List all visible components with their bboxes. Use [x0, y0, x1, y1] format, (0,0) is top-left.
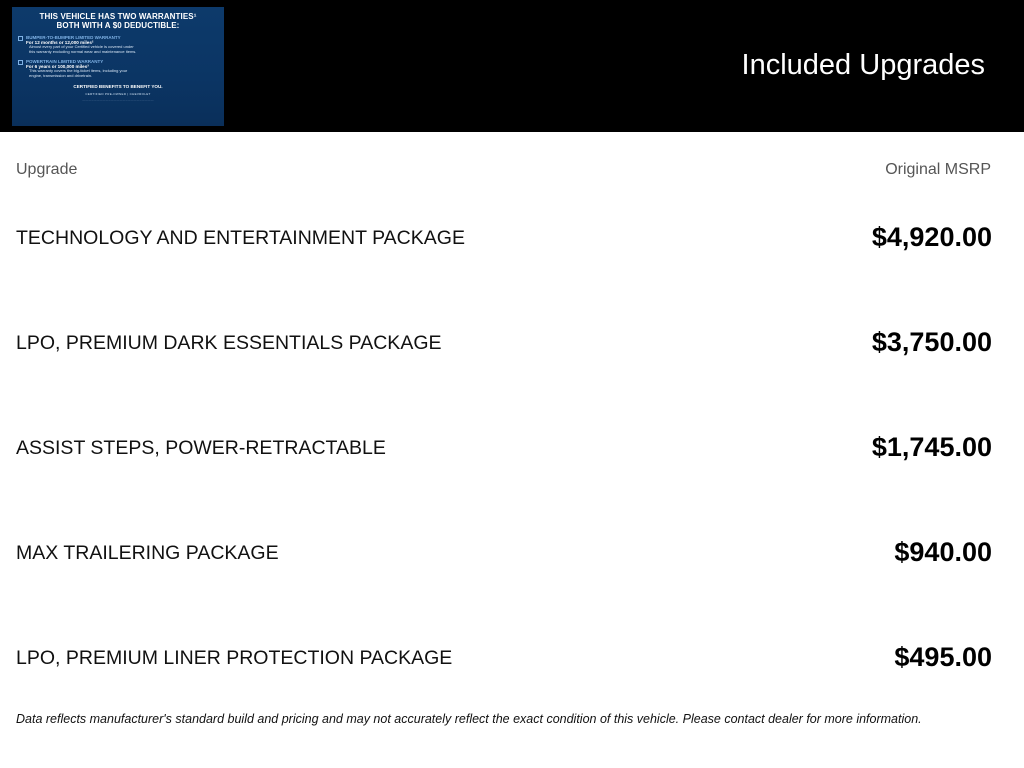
banner-fine-print: ...................................................................................................................... — [82, 100, 154, 103]
upgrade-price: $4,920.00 — [871, 222, 992, 252]
column-header-msrp: Original MSRP — [885, 161, 991, 178]
table-row — [0, 395, 1024, 500]
upgrade-name: MAX TRAILERING PACKAGE — [16, 542, 279, 564]
banner-warranty-1 — [18, 35, 218, 54]
table-row — [0, 185, 1024, 290]
page-header — [0, 0, 1024, 132]
checkbox-icon — [18, 60, 23, 65]
upgrade-price: $1,745.00 — [871, 432, 992, 462]
banner-warranty-subtitle: For 6 years or 100,000 miles³ — [26, 64, 89, 70]
upgrade-price: $940.00 — [894, 537, 992, 567]
warranty-banner-image — [12, 7, 224, 126]
upgrades-table — [0, 185, 1024, 710]
upgrade-name: ASSIST STEPS, POWER-RETRACTABLE — [16, 437, 386, 459]
banner-warranty-description: Almost every part of your Certified vehicle is covered under this warranty excluding normal wear and maintenance items. — [29, 44, 137, 54]
upgrade-price: $495.00 — [894, 642, 992, 672]
column-header-upgrade: Upgrade — [16, 161, 78, 178]
banner-warranty-2 — [18, 59, 218, 78]
banner-warranty-description: This warranty covers the big-ticket items, including your engine, transmission and drivetrain. — [29, 68, 128, 78]
disclaimer-text: Data reflects manufacturer's standard build and pricing and may not accurately reflect the exact condition of this vehicle. Please contact dealer for more information. — [16, 712, 922, 726]
banner-warranty-title: BUMPER-TO-BUMPER LIMITED WARRANTY — [26, 35, 121, 40]
upgrade-name: LPO, PREMIUM LINER PROTECTION PACKAGE — [16, 647, 453, 669]
banner-warranty-subtitle: For 12 months or 12,000 miles² — [26, 40, 94, 45]
banner-brand-logo: CERTIFIED PRE-OWNED | CHEVROLET — [85, 92, 151, 97]
page-title: Included Upgrades — [741, 49, 985, 81]
table-row — [0, 500, 1024, 605]
upgrade-name: LPO, PREMIUM DARK ESSENTIALS PACKAGE — [16, 332, 442, 354]
banner-footer: CERTIFIED BENEFITS TO BENEFIT YOU. — [73, 84, 163, 90]
table-row — [0, 290, 1024, 395]
checkbox-icon — [18, 36, 23, 41]
banner-warranty-title: POWERTRAIN LIMITED WARRANTY — [26, 59, 104, 65]
upgrade-name: TECHNOLOGY AND ENTERTAINMENT PACKAGE — [16, 227, 465, 249]
banner-headline: THIS VEHICLE HAS TWO WARRANTIES¹ BOTH WITH A $0 DEDUCTIBLE: — [39, 12, 197, 30]
table-row — [0, 605, 1024, 710]
upgrade-price: $3,750.00 — [871, 327, 992, 357]
